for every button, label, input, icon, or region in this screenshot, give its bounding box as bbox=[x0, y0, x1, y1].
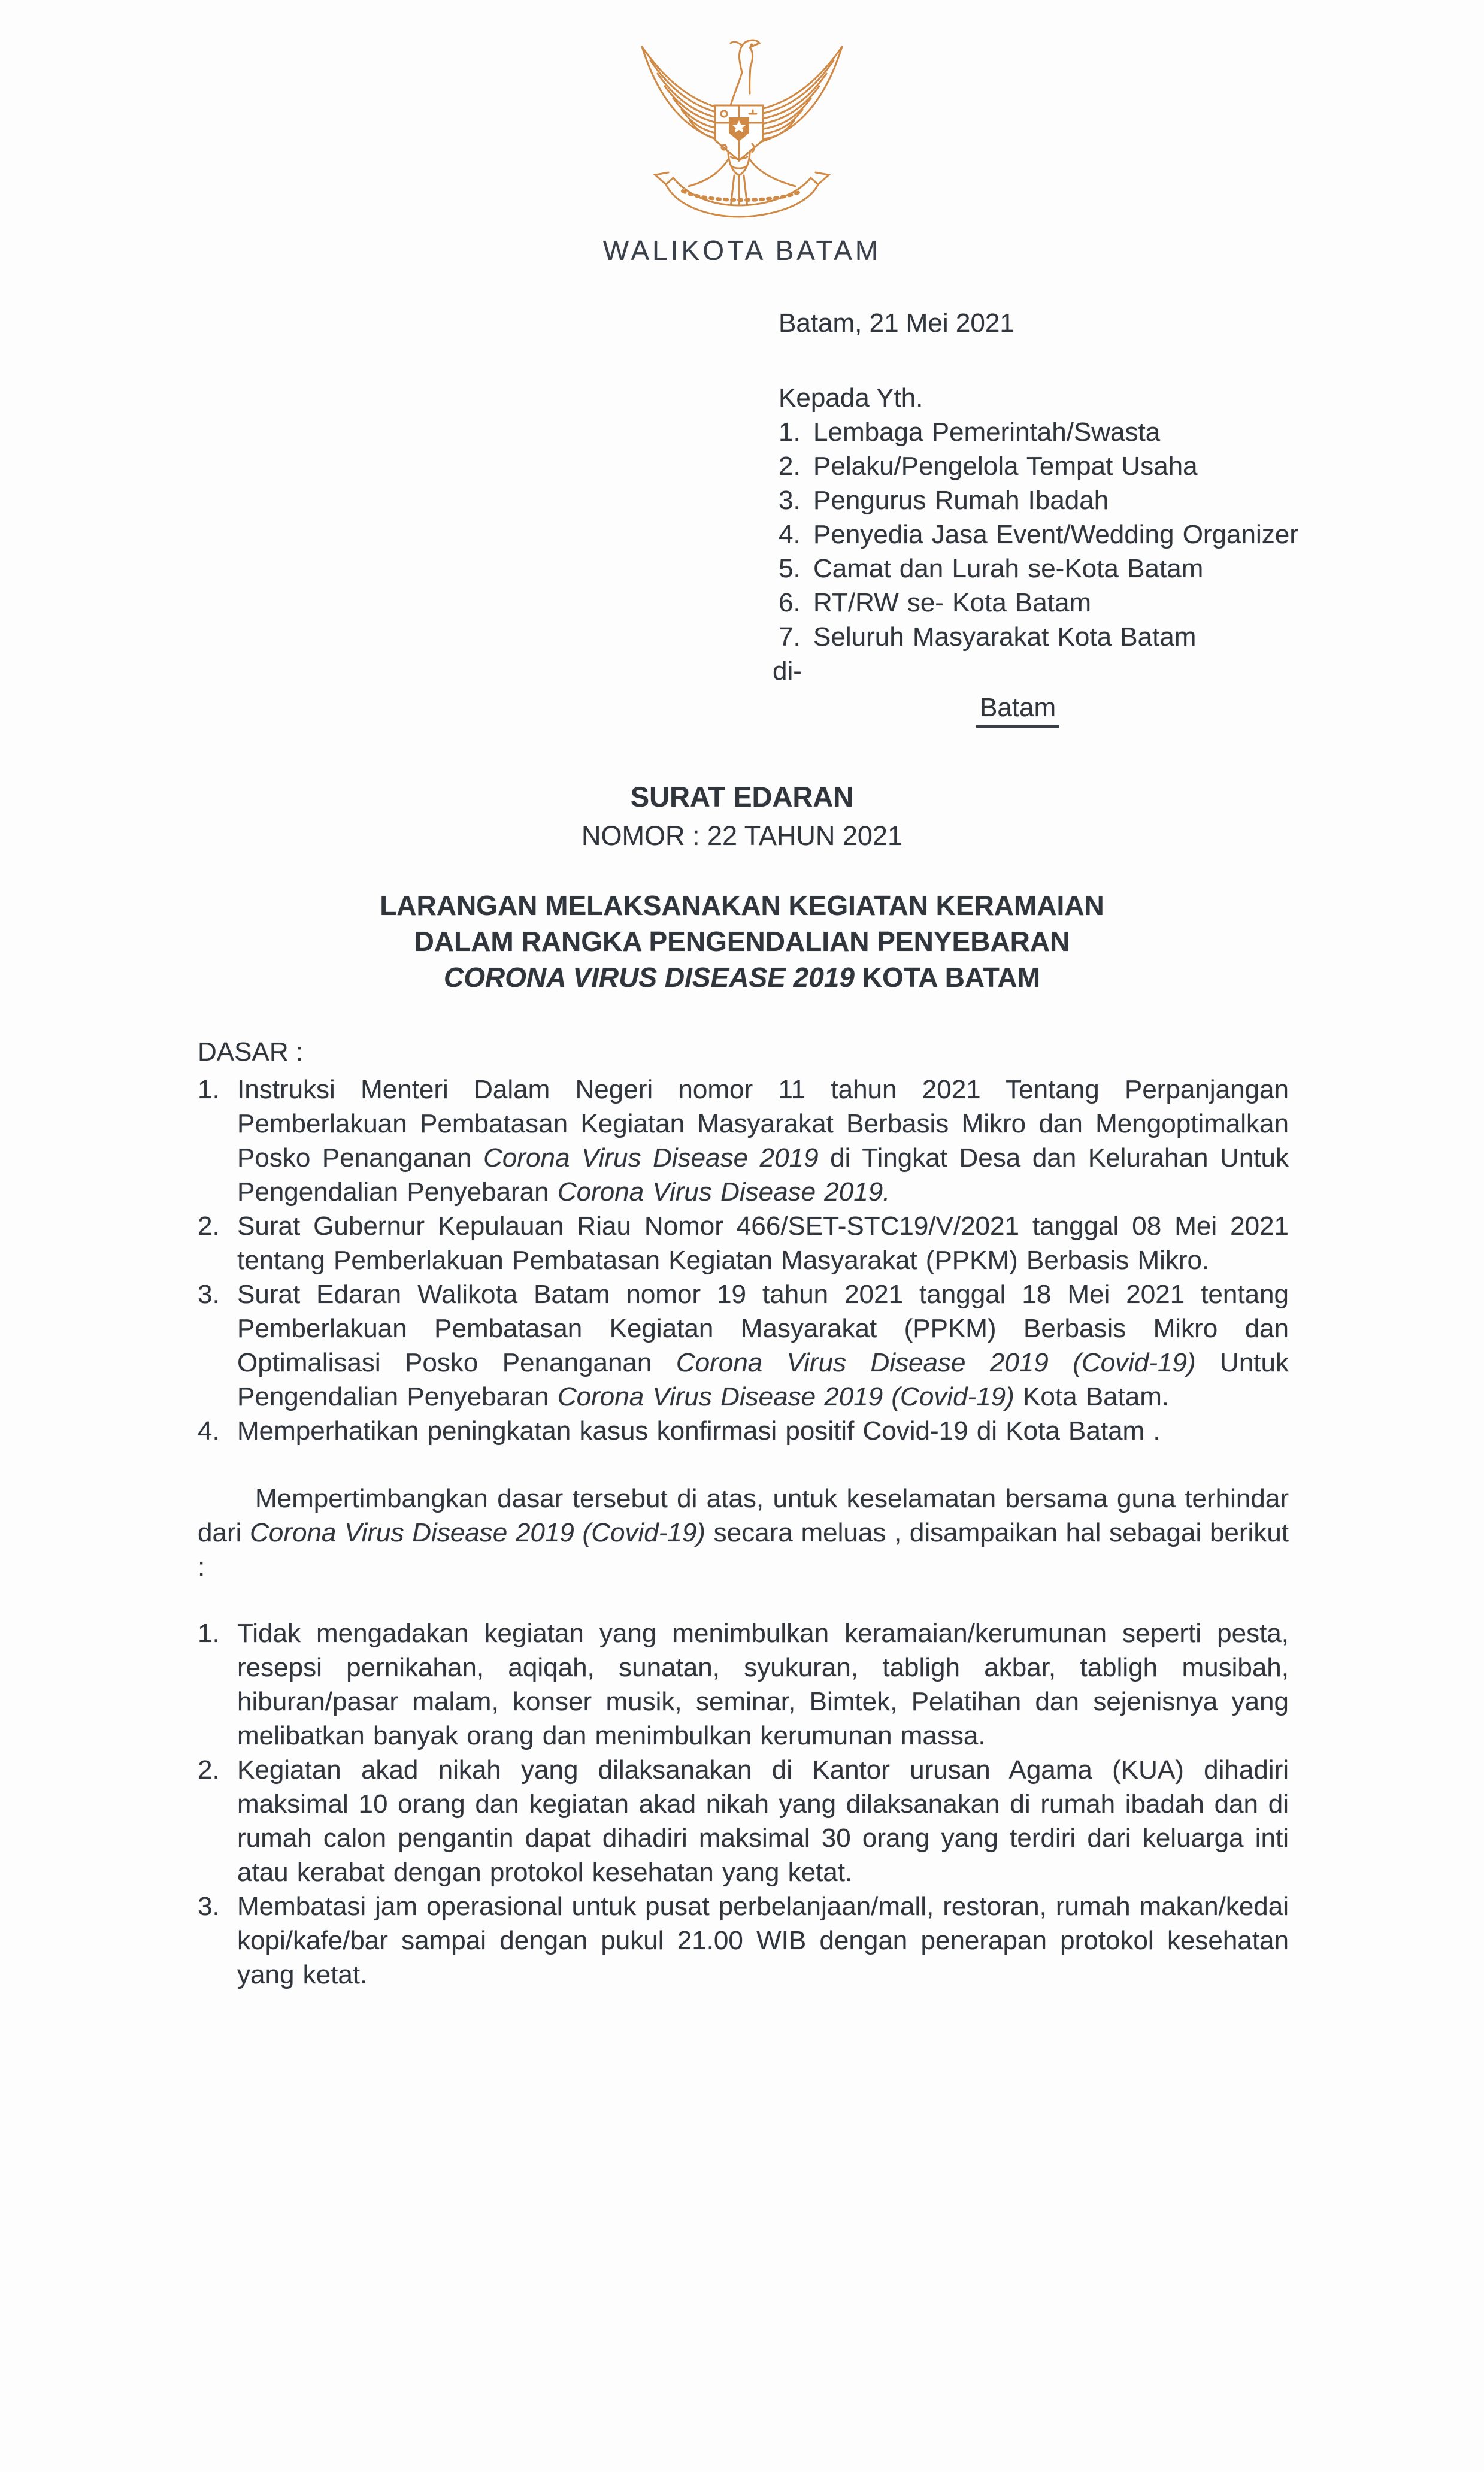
closing-city: Batam bbox=[976, 690, 1059, 728]
eagle-head bbox=[731, 40, 759, 105]
recipient-number: 3. bbox=[779, 486, 801, 515]
dasar-item-text: Surat Edaran Walikota Batam nomor 19 tahun 2021 tanggal 18 Mei 2021 tentang Pemberlakuan Pembatasan Kegiatan Masyarakat (PPKM) Berbasis Mikro dan Optimalisasi Posko Penanganan Corona Virus Disease 2019 (Covid-19) Untuk Pengendalian Penyebaran Corona Virus Disease 2019 (Covid-19) Kota Batam. bbox=[237, 1280, 1289, 1411]
recipient-item bbox=[779, 552, 1306, 586]
provision-item bbox=[198, 1753, 1289, 1889]
recipient-item bbox=[779, 483, 1306, 517]
dasar-item bbox=[198, 1209, 1289, 1277]
subject-line-1: LARANGAN MELAKSANAKAN KEGIATAN KERAMAIAN bbox=[380, 890, 1104, 921]
subject-line-2: DALAM RANGKA PENGENDALIAN PENYEBARAN bbox=[414, 926, 1070, 957]
provision-list bbox=[198, 1616, 1289, 1992]
recipient-text: Seluruh Masyarakat Kota Batam bbox=[813, 622, 1197, 652]
consideration-paragraph: Mempertimbangkan dasar tersebut di atas, untuk keselamatan bersama guna terhindar dari Corona Virus Disease 2019 (Covid-19) secara meluas , disampaikan hal sebagai berikut : bbox=[198, 1484, 1289, 1582]
salutation: Kepada Yth. bbox=[779, 383, 923, 413]
recipient-number: 5. bbox=[779, 554, 801, 583]
motto-ribbon bbox=[655, 172, 829, 217]
recipient-item bbox=[779, 415, 1306, 449]
provision-item-text: Membatasi jam operasional untuk pusat perbelanjaan/mall, restoran, rumah makan/kedai kopi/kafe/bar sampai dengan pukul 21.00 WIB dengan penerapan protokol kesehatan yang ketat. bbox=[237, 1892, 1289, 1989]
right-wing bbox=[751, 47, 842, 143]
recipient-number: 2. bbox=[779, 452, 801, 481]
letterhead bbox=[0, 0, 1484, 266]
dasar-item-text: Instruksi Menteri Dalam Negeri nomor 11 tahun 2021 Tentang Perpanjangan Pemberlakuan Pembatasan Kegiatan Masyarakat Berbasis Mikro dan Mengoptimalkan Posko Penanganan Corona Virus Disease 2019 di Tingkat Desa dan Kelurahan Untuk Pengendalian Penyebaran Corona Virus Disease 2019. bbox=[237, 1075, 1289, 1207]
letter-number: NOMOR : 22 TAHUN 2021 bbox=[581, 820, 902, 851]
address-block bbox=[773, 306, 1306, 728]
recipient-number: 1. bbox=[779, 417, 801, 447]
dasar-item-text: Surat Gubernur Kepulauan Riau Nomor 466/SET-STC19/V/2021 tanggal 08 Mei 2021 tentang Pemberlakuan Pembatasan Kegiatan Masyarakat (PPKM) Berbasis Mikro. bbox=[237, 1211, 1289, 1275]
dasar-item-number: 2. bbox=[198, 1211, 220, 1241]
provision-item-text: Tidak mengadakan kegiatan yang menimbulkan keramaian/kerumunan seperti pesta, resepsi pernikahan, aqiqah, sunatan, syukuran, tabligh akbar, tabligh musibah, hiburan/pasar malam, konser musik, seminar, Bimtek, Pelatihan dan sejenisnya yang melibatkan banyak orang dan menimbulkan kerumunan massa. bbox=[237, 1619, 1289, 1750]
provision-item bbox=[198, 1616, 1289, 1753]
provision-item-number: 2. bbox=[198, 1755, 220, 1785]
subject-line-3-italic: CORONA VIRUS DISEASE 2019 bbox=[444, 962, 855, 993]
dasar-item-number: 4. bbox=[198, 1416, 220, 1446]
dasar-list bbox=[198, 1073, 1289, 1448]
recipient-text: Penyedia Jasa Event/Wedding Organizer bbox=[813, 520, 1298, 549]
letter-heading bbox=[0, 780, 1484, 852]
provision-item-number: 3. bbox=[198, 1892, 220, 1921]
dasar-item-number: 3. bbox=[198, 1280, 220, 1309]
dasar-item bbox=[198, 1277, 1289, 1414]
provision-item-text: Kegiatan akad nikah yang dilaksanakan di Kantor urusan Agama (KUA) dihadiri maksimal 10 orang dan kegiatan akad nikah yang dilaksanakan di rumah ibadah dan di rumah calon pengantin dapat dihadiri maksimal 30 orang yang terdiri dari keluarga inti atau kerabat dengan protokol kesehatan yang ketat. bbox=[237, 1755, 1289, 1887]
recipient-number: 6. bbox=[779, 588, 801, 617]
recipient-text: Pelaku/Pengelola Tempat Usaha bbox=[813, 452, 1198, 481]
recipient-text: Camat dan Lurah se-Kota Batam bbox=[813, 554, 1204, 583]
recipient-item bbox=[779, 517, 1306, 552]
recipient-text: Pengurus Rumah Ibadah bbox=[813, 486, 1109, 515]
provision-item bbox=[198, 1889, 1289, 1992]
pancasila-shield bbox=[715, 105, 763, 160]
recipient-list bbox=[779, 415, 1306, 654]
letter-type: SURAT EDARAN bbox=[630, 781, 854, 813]
provision-item-number: 1. bbox=[198, 1619, 220, 1648]
recipient-number: 7. bbox=[779, 622, 801, 652]
garuda-pancasila-logo bbox=[619, 16, 865, 222]
recipient-item bbox=[779, 620, 1306, 654]
recipient-number: 4. bbox=[779, 520, 801, 549]
closing-prefix: di- bbox=[773, 656, 802, 686]
place-date-line: Batam, 21 Mei 2021 bbox=[779, 308, 1014, 338]
recipient-item bbox=[779, 449, 1306, 483]
dasar-label: DASAR : bbox=[198, 1037, 304, 1067]
dasar-item bbox=[198, 1414, 1289, 1448]
letter-body bbox=[198, 1035, 1289, 1992]
letterhead-title: WALIKOTA BATAM bbox=[602, 235, 882, 266]
dasar-item bbox=[198, 1073, 1289, 1209]
subject-line-3-rest: KOTA BATAM bbox=[854, 962, 1040, 993]
recipient-item bbox=[779, 586, 1306, 620]
dasar-item-number: 1. bbox=[198, 1075, 220, 1104]
dasar-item-text: Memperhatikan peningkatan kasus konfirmasi positif Covid-19 di Kota Batam . bbox=[237, 1416, 1161, 1446]
subject-title bbox=[0, 887, 1484, 995]
recipient-text: RT/RW se- Kota Batam bbox=[813, 588, 1092, 617]
subject-line-3 bbox=[0, 959, 1484, 995]
recipient-text: Lembaga Pemerintah/Swasta bbox=[813, 417, 1161, 447]
